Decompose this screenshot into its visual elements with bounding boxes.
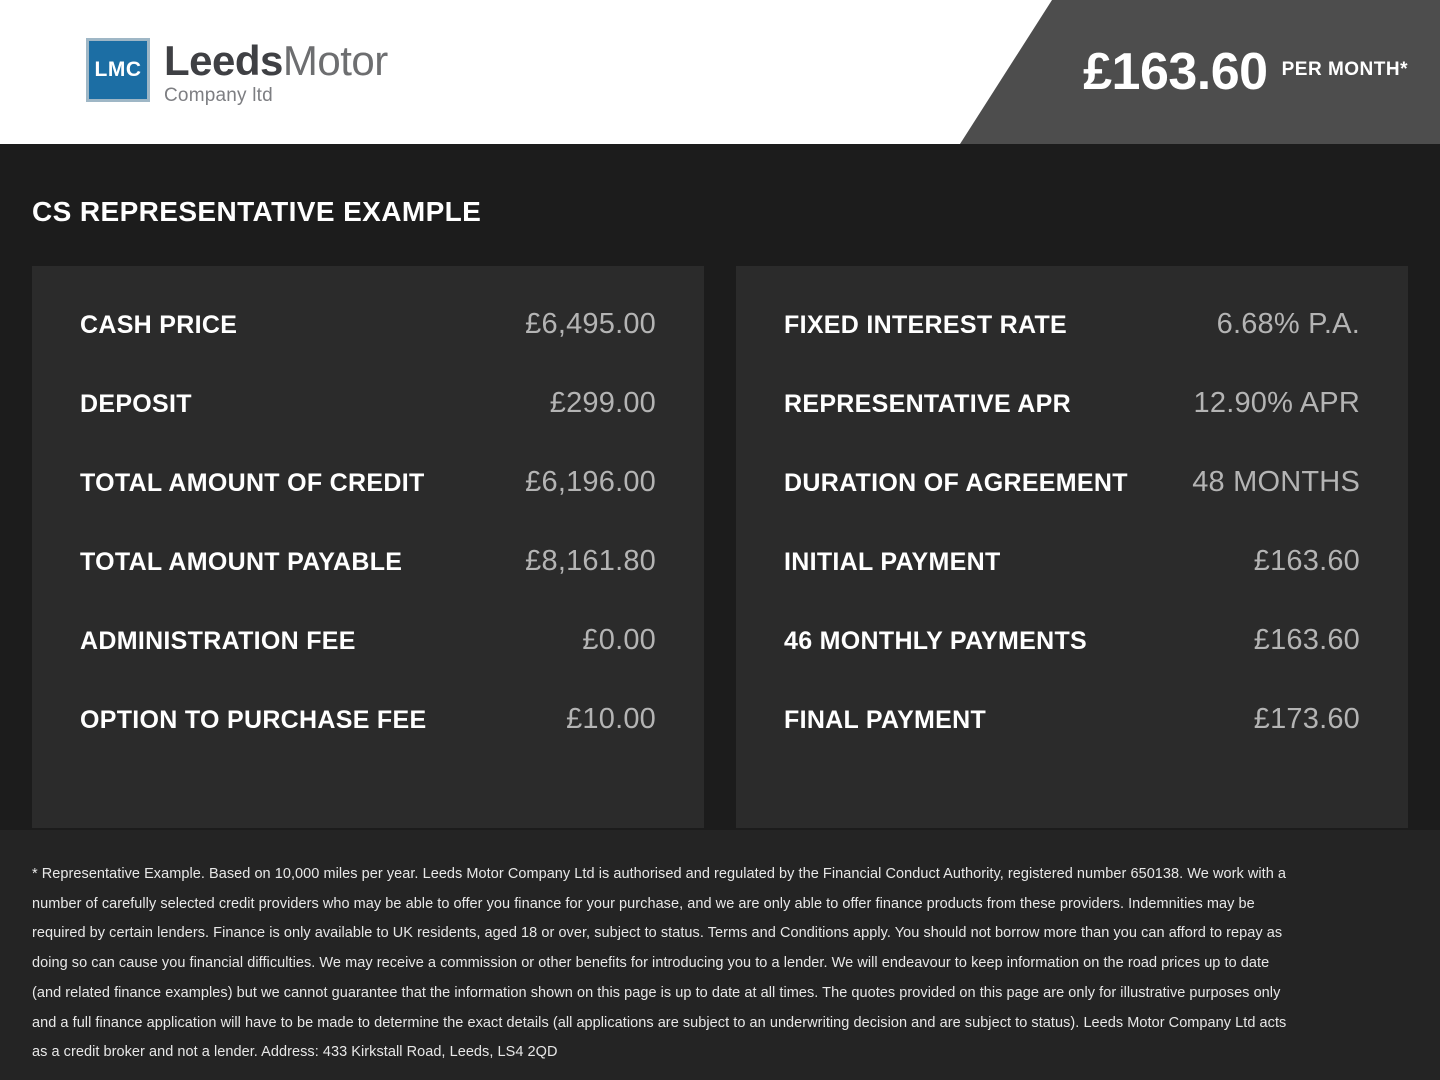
price-period-label: PER MONTH* <box>1281 59 1408 80</box>
table-row <box>784 387 1360 466</box>
company-logo <box>86 38 388 107</box>
page-header <box>0 0 1440 144</box>
left-details-panel <box>32 266 704 828</box>
logo-mark-icon <box>86 38 150 102</box>
table-row <box>80 624 656 703</box>
row-label: REPRESENTATIVE APR <box>784 390 1071 418</box>
logo-name-bold: Leeds <box>164 37 283 84</box>
row-value: £0.00 <box>582 624 656 656</box>
row-value: £299.00 <box>549 387 656 419</box>
monthly-price <box>960 0 1440 144</box>
footer-disclaimer <box>0 830 1440 1080</box>
logo-name-light: Motor <box>282 37 388 84</box>
row-value: £163.60 <box>1253 624 1360 656</box>
row-label: ADMINISTRATION FEE <box>80 627 356 655</box>
row-label: TOTAL AMOUNT PAYABLE <box>80 548 403 576</box>
disclaimer-text: * Representative Example. Based on 10,000 miles per year. Leeds Motor Company Ltd is authorised and regulated by the Financial Conduct Authority, registered number 650138. We work with a number of carefully selected credit providers who may be able to offer you finance for your purchase, and we are only able to offer finance products from these providers. Indemnities may be required by certain lenders. Finance is only available to UK residents, aged 18 or over, subject to status. Terms and Conditions apply. You should not borrow more than you can afford to repay as doing so can cause you financial difficulties. We may receive a commission or other benefits for introducing you to a lender. We will endeavour to keep information on the road prices up to date (and related finance examples) but we cannot guarantee that the information shown on this page is up to date at all times. The quotes provided on this page are only for illustrative purposes only and a full finance application will have to be made to determine the exact details (all applications are subject to an underwriting decision and are subject to status). Leeds Motor Company Ltd acts as a credit broker and not a lender. Address: 433 Kirkstall Road, Leeds, LS4 2QD <box>32 866 1287 1061</box>
table-row <box>80 703 656 782</box>
logo-wordmark <box>164 38 388 107</box>
row-label: FINAL PAYMENT <box>784 706 987 734</box>
row-value: £173.60 <box>1253 703 1360 735</box>
logo-mark-text: LMC <box>94 58 142 81</box>
table-row <box>80 466 656 545</box>
row-label: TOTAL AMOUNT OF CREDIT <box>80 469 425 497</box>
table-row <box>80 545 656 624</box>
row-value: £6,495.00 <box>525 308 656 340</box>
row-value: 6.68% P.A. <box>1216 308 1360 340</box>
row-label: INITIAL PAYMENT <box>784 548 1001 576</box>
table-row <box>80 387 656 466</box>
price-amount: £163.60 <box>1083 43 1268 101</box>
row-value: 48 MONTHS <box>1192 466 1360 498</box>
table-row <box>784 703 1360 782</box>
row-value: 12.90% APR <box>1193 387 1360 419</box>
finance-details-panels <box>32 266 1408 828</box>
table-row <box>80 308 656 387</box>
table-row <box>784 466 1360 545</box>
page-title: CS REPRESENTATIVE EXAMPLE <box>32 196 482 227</box>
row-value: £10.00 <box>566 703 656 735</box>
table-row <box>784 308 1360 387</box>
right-details-panel <box>736 266 1408 828</box>
row-label: DEPOSIT <box>80 390 192 418</box>
logo-company-name <box>164 37 388 84</box>
row-value: £6,196.00 <box>525 466 656 498</box>
row-label: FIXED INTEREST RATE <box>784 311 1068 339</box>
logo-subtitle: Company ltd <box>164 84 273 106</box>
table-row <box>784 624 1360 703</box>
row-label: OPTION TO PURCHASE FEE <box>80 706 427 734</box>
table-row <box>784 545 1360 624</box>
row-label: CASH PRICE <box>80 311 238 339</box>
row-label: DURATION OF AGREEMENT <box>784 469 1128 497</box>
row-label: 46 MONTHLY PAYMENTS <box>784 627 1088 655</box>
row-value: £163.60 <box>1253 545 1360 577</box>
row-value: £8,161.80 <box>525 545 656 577</box>
